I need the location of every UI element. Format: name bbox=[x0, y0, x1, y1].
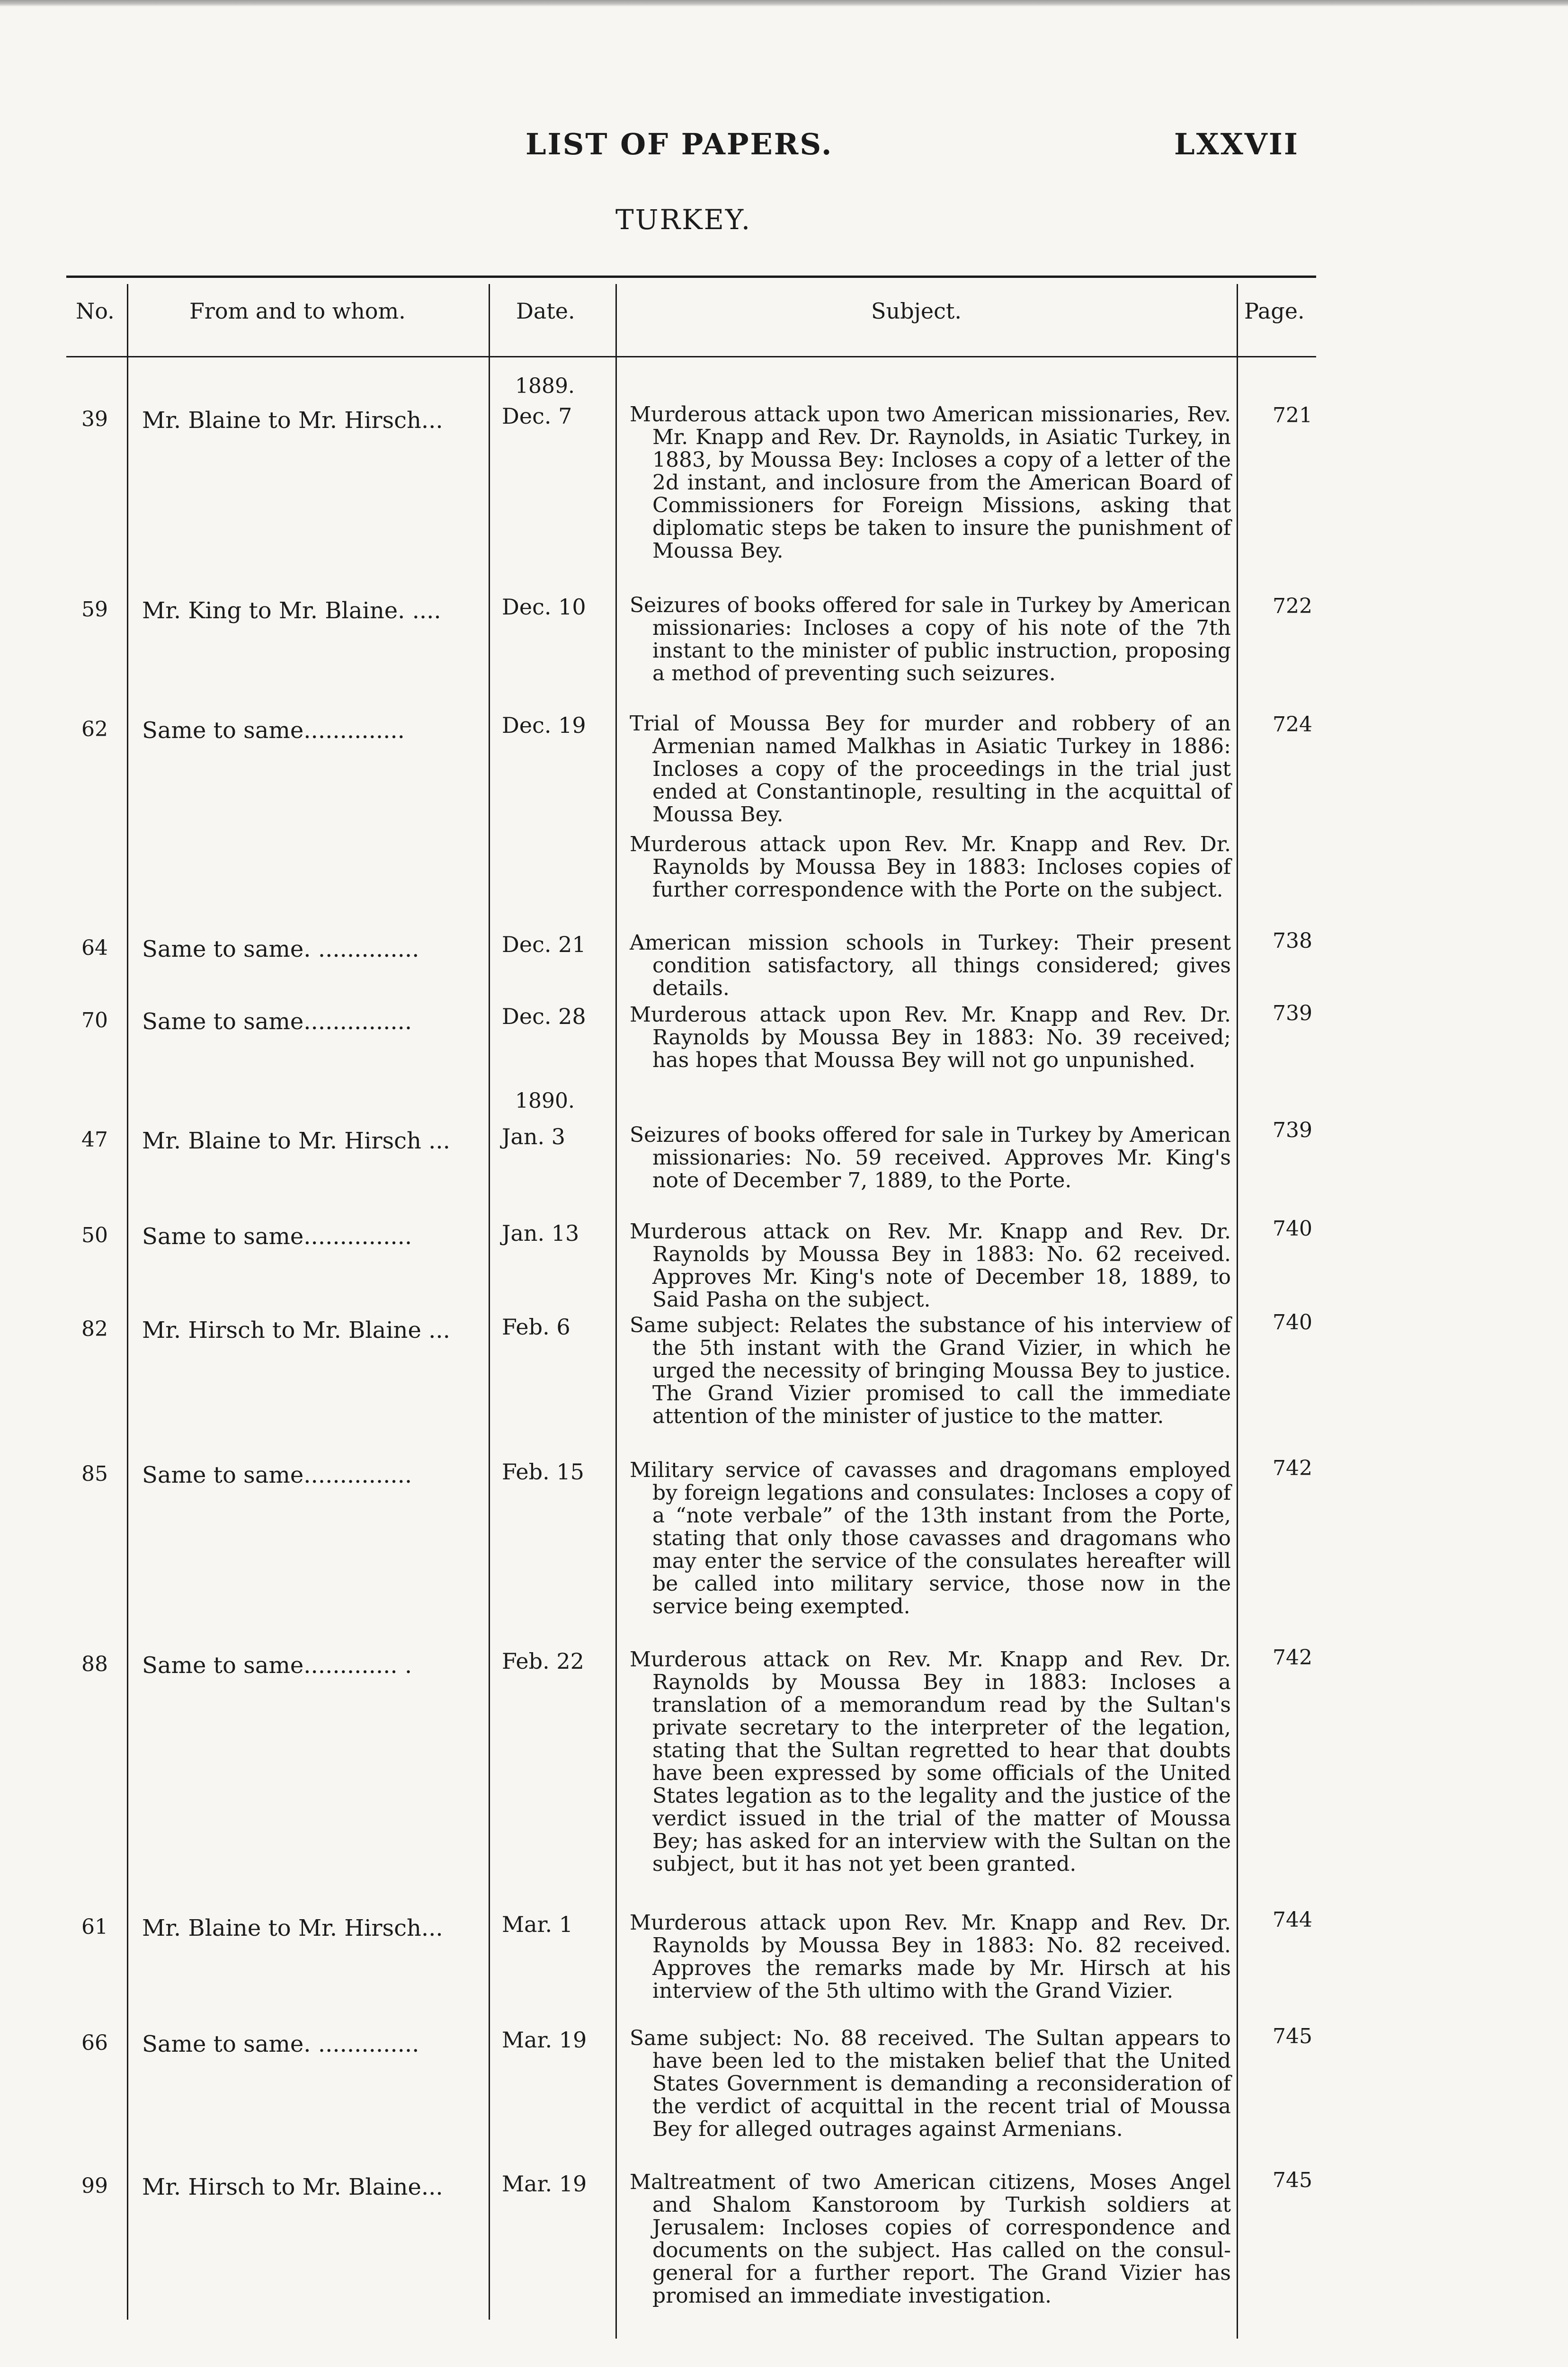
row-subject: Same subject: No. 88 received. The Sultan appears to have been led to the mistaken belief that the United States Government is demanding a reconsideration of the verdict of acquittal in the recent trial of Moussa Bey for alleged outrages against Armenians. bbox=[630, 2026, 1231, 2141]
row-subject: Murderous attack on Rev. Mr. Knapp and Rev. Dr. Raynolds by Moussa Bey in 1883: Incloses a translation of a memorandum read by the Sultan's private secretary to the interpreter of the legation, stating that the Sultan regretted to hear that doubts have been expressed by some officials of the United States legation as to the legality and the justice of the verdict issued in the trial of the matter of Moussa Bey; has asked for an interview with the Sultan on the subject, but it has not yet been granted. bbox=[630, 1647, 1231, 1876]
row-subject: Murderous attack upon Rev. Mr. Knapp and Rev. Dr. Raynolds by Moussa Bey in 1883: No. 39 received; has hopes that Moussa Bey will not go unpunished. bbox=[630, 1003, 1231, 1072]
column-divider bbox=[127, 284, 128, 2320]
page-number: LXXVII bbox=[1174, 127, 1299, 161]
row-page: 745 bbox=[1273, 2168, 1312, 2192]
row-page: 738 bbox=[1273, 929, 1312, 953]
year-label: 1890. bbox=[515, 1089, 575, 1113]
row-from-to-text: Mr. Blaine to Mr. Hirsch bbox=[142, 1915, 421, 1941]
row-from-to: Mr. Blaine to Mr. Hirsch ... bbox=[142, 1128, 450, 1154]
row-date: Dec. 21 bbox=[502, 932, 586, 957]
row-subject: Seizures of books offered for sale in Turkey by American missionaries: No. 59 received. Approves Mr. King's note of December 7, 1889, to the Porte. bbox=[630, 1123, 1231, 1192]
row-date: Mar. 19 bbox=[502, 2027, 587, 2053]
row-subject: Military service of cavasses and dragomans employed by foreign legations and consulates: Incloses a copy of a “note verbale” of the 13th instant from the Porte, stating that only those cavasses and dragomans who may enter the service of the consulates hereafter will be called into military service, those now in the service being exempted. bbox=[630, 1458, 1231, 1619]
row-from-to-text: Same to same bbox=[142, 1652, 304, 1679]
row-date: Mar. 19 bbox=[502, 2171, 587, 2197]
column-header-page: Page. bbox=[1244, 298, 1305, 324]
row-from-to-text: Same to same bbox=[142, 2031, 304, 2057]
row-page: 745 bbox=[1273, 2024, 1312, 2048]
row-date: Mar. 1 bbox=[502, 1912, 573, 1937]
row-number: 50 bbox=[81, 1223, 108, 1247]
column-header-from-to: From and to whom. bbox=[189, 298, 406, 324]
row-number: 59 bbox=[81, 597, 108, 622]
row-date: Jan. 3 bbox=[502, 1124, 566, 1149]
row-subject-continued: Murderous attack upon Rev. Mr. Knapp and Rev. Dr. Raynolds by Moussa Bey in 1883: Incloses copies of further correspondence with the Porte on the subject. bbox=[630, 832, 1231, 902]
row-from-to: Same to same. .............. bbox=[142, 2031, 419, 2057]
row-number: 70 bbox=[81, 1008, 108, 1032]
row-number: 85 bbox=[81, 1462, 108, 1486]
row-from-to: Same to same. .............. bbox=[142, 936, 419, 962]
column-header-date: Date. bbox=[516, 298, 575, 324]
header-bottom-rule bbox=[66, 356, 1316, 357]
row-subject: Murderous attack upon Rev. Mr. Knapp and Rev. Dr. Raynolds by Moussa Bey in 1883: No. 82 received. Approves the remarks made by Mr. Hirsch at his interview of the 5th ultimo with the Grand Vizier. bbox=[630, 1911, 1231, 2003]
section-heading: TURKEY. bbox=[615, 204, 752, 236]
row-from-to-text: Mr. Blaine to Mr. Hirsch bbox=[142, 1128, 421, 1154]
row-from-to: Mr. Blaine to Mr. Hirsch... bbox=[142, 1915, 443, 1941]
row-from-to-text: Same to same bbox=[142, 1462, 304, 1488]
column-divider bbox=[1237, 284, 1238, 2339]
row-number: 62 bbox=[81, 717, 108, 741]
row-from-to: Same to same.............. bbox=[142, 717, 405, 744]
row-number: 64 bbox=[81, 936, 108, 960]
row-from-to-text: Same to same bbox=[142, 717, 304, 744]
row-number: 39 bbox=[81, 407, 108, 431]
row-date: Dec. 10 bbox=[502, 594, 586, 620]
row-from-to: Mr. Hirsch to Mr. Blaine ... bbox=[142, 1317, 450, 1344]
column-divider bbox=[615, 284, 617, 2339]
row-subject: Same subject: Relates the substance of his interview of the 5th instant with the Grand Vizier, in which he urged the necessity of bringing Moussa Bey to justice. The Grand Vizier promised to call the immediate attention of the minister of justice to the matter. bbox=[630, 1313, 1231, 1428]
row-date: Feb. 6 bbox=[502, 1314, 570, 1340]
year-label: 1889. bbox=[515, 374, 575, 398]
row-page: 721 bbox=[1273, 403, 1312, 427]
row-date: Feb. 22 bbox=[502, 1648, 584, 1674]
page-title: LIST OF PAPERS. bbox=[526, 127, 833, 161]
row-page: 739 bbox=[1273, 1001, 1312, 1025]
row-date: Dec. 7 bbox=[502, 403, 572, 429]
row-number: 47 bbox=[81, 1128, 108, 1152]
row-subject: Trial of Moussa Bey for murder and robbery of an Armenian named Malkhas in Asiatic Turkey in 1886: Incloses a copy of the proceedings in the trial just ended at Constantinople, resulting in the acquittal of Moussa Bey. bbox=[630, 712, 1231, 827]
row-subject: Seizures of books offered for sale in Turkey by American missionaries: Incloses a copy of his note of the 7th instant to the minister of public instruction, proposing a method of preventing such seizures. bbox=[630, 593, 1231, 685]
row-page: 740 bbox=[1273, 1310, 1312, 1335]
column-divider bbox=[489, 284, 490, 2320]
row-subject: Murderous attack upon two American missionaries, Rev. Mr. Knapp and Rev. Dr. Raynolds, in Asiatic Turkey, in 1883, by Moussa Bey: Incloses a copy of a letter of the 2d instant, and inclosure from the American Board of Commissioners for Foreign Missions, asking that diplomatic steps be taken to insure the punishment of Moussa Bey. bbox=[630, 402, 1231, 563]
row-page: 722 bbox=[1273, 594, 1312, 618]
row-page: 742 bbox=[1273, 1646, 1312, 1670]
row-from-to: Mr. King to Mr. Blaine. .... bbox=[142, 597, 441, 624]
row-from-to: Mr. Hirsch to Mr. Blaine... bbox=[142, 2174, 443, 2200]
top-edge-rule bbox=[0, 0, 1568, 7]
row-from-to: Same to same............... bbox=[142, 1462, 412, 1488]
row-page: 742 bbox=[1273, 1456, 1312, 1480]
row-number: 61 bbox=[81, 1915, 108, 1939]
row-page: 740 bbox=[1273, 1217, 1312, 1241]
row-date: Jan. 13 bbox=[502, 1220, 579, 1246]
row-date: Dec. 28 bbox=[502, 1004, 586, 1029]
row-date: Feb. 15 bbox=[502, 1459, 584, 1485]
row-page: 744 bbox=[1273, 1908, 1312, 1932]
row-number: 82 bbox=[81, 1317, 108, 1341]
row-from-to: Same to same............. . bbox=[142, 1652, 412, 1679]
row-from-to-text: Mr. Blaine to Mr. Hirsch bbox=[142, 407, 421, 434]
row-from-to-text: Same to same bbox=[142, 1008, 304, 1035]
row-from-to-text: Mr. Hirsch to Mr. Blaine bbox=[142, 1317, 421, 1344]
row-date: Dec. 19 bbox=[502, 712, 586, 738]
row-from-to: Mr. Blaine to Mr. Hirsch... bbox=[142, 407, 443, 434]
column-header-no: No. bbox=[76, 298, 115, 324]
row-number: 66 bbox=[81, 2031, 108, 2055]
column-header-subject: Subject. bbox=[871, 298, 962, 324]
row-from-to-text: Mr. King to Mr. Blaine bbox=[142, 597, 398, 624]
row-from-to-text: Same to same bbox=[142, 1223, 304, 1250]
row-from-to-text: Mr. Hirsch to Mr. Blaine bbox=[142, 2174, 421, 2200]
row-subject: Murderous attack on Rev. Mr. Knapp and Rev. Dr. Raynolds by Moussa Bey in 1883: No. 62 received. Approves Mr. King's note of December 18, 1889, to Said Pasha on the subject. bbox=[630, 1219, 1231, 1312]
row-page: 724 bbox=[1273, 712, 1312, 737]
row-number: 99 bbox=[81, 2174, 108, 2198]
row-subject: Maltreatment of two American citizens, Moses Angel and Shalom Kanstoroom by Turkish soldiers at Jerusalem: Incloses copies of correspondence and documents on the subject. Has called on the consul-general for a further report. The Grand Vizier has promised an immediate investigation. bbox=[630, 2170, 1231, 2308]
row-from-to: Same to same............... bbox=[142, 1223, 412, 1250]
table-top-rule bbox=[66, 276, 1316, 278]
row-from-to: Same to same............... bbox=[142, 1008, 412, 1035]
row-subject: American mission schools in Turkey: Their present condition satisfactory, all things considered; gives details. bbox=[630, 931, 1231, 1000]
row-page: 739 bbox=[1273, 1118, 1312, 1142]
row-from-to-text: Same to same bbox=[142, 936, 304, 962]
row-number: 88 bbox=[81, 1652, 108, 1676]
